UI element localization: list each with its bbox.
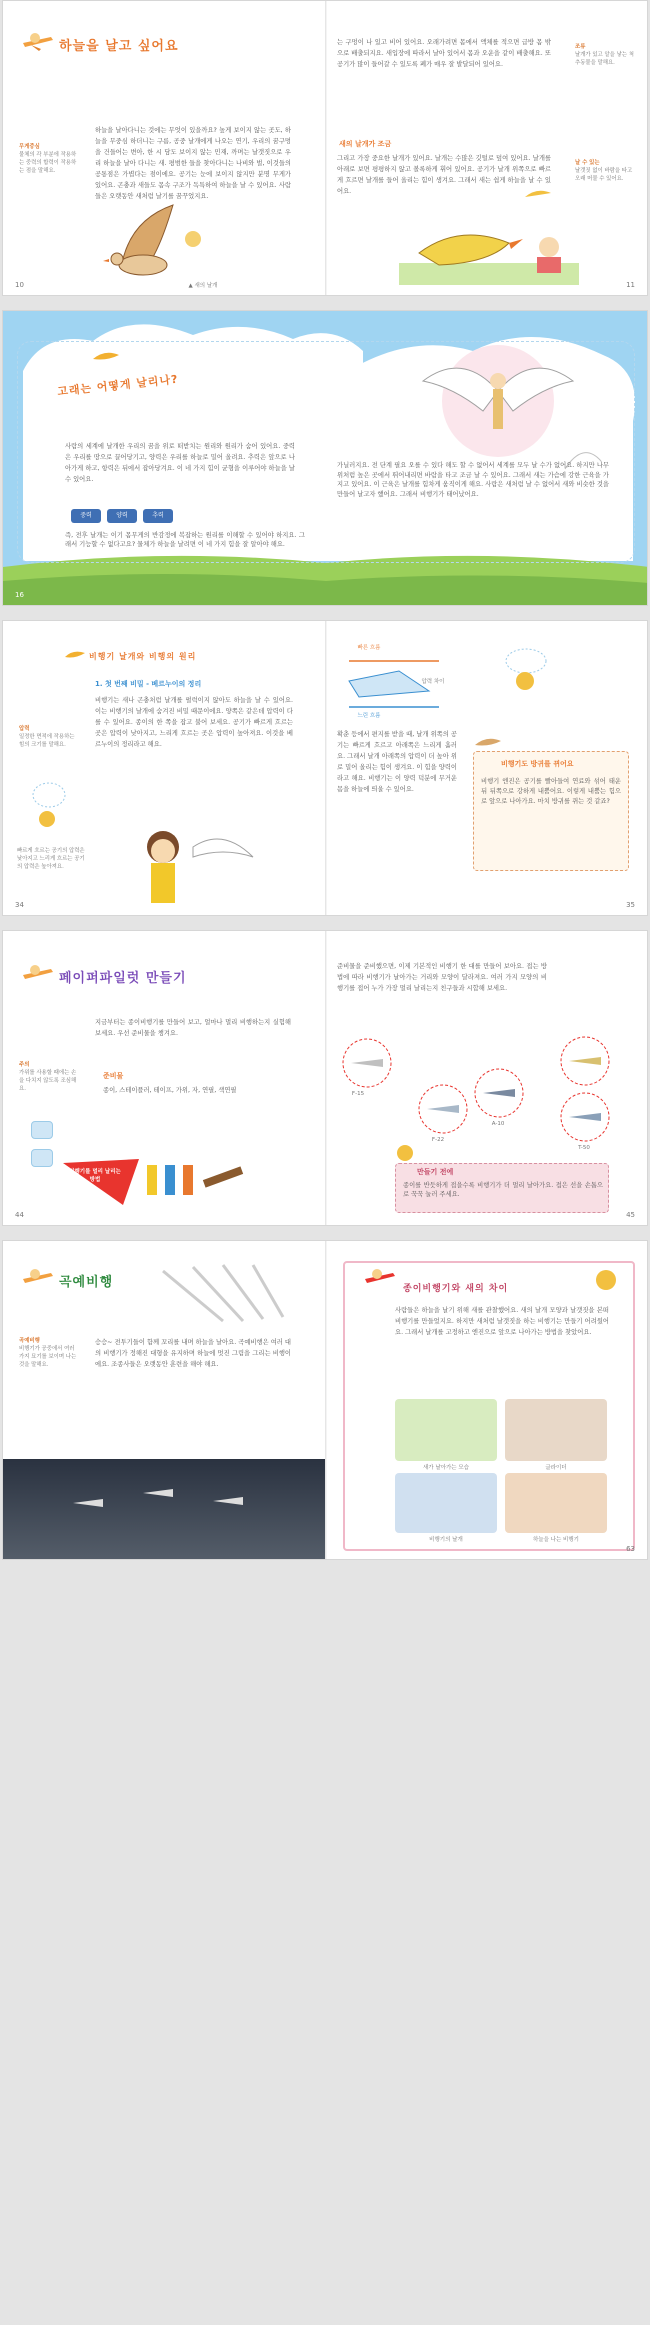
tools-illustration (143, 1159, 263, 1199)
body-text: 가닐러지요. 전 단계 필요 오를 수 있다 해도 할 수 없어서 세계를 모두 날 수가 없어요. 하지만 나무 위처럼 높은 곳에서 뛰어내리면 바람을 타고 조금 날 수 있어요. 그래서 새는 가슴에 강한 근육을 가지고 있어요. 이 근육은 날개를 힘차게 움직이게 해요. 사람은 새처럼 날 수 없어서 새와 비슷한 것을 만들어 날고자 했어요. 그래서 비행기가 태어났어요. (337, 462, 609, 498)
body-text: 지금부터는 종이비행기를 만들어 보고, 얼마나 멀리 비행하는지 실험해 보세요. 우선 준비물을 챙겨요. (95, 1019, 291, 1037)
side-note (19, 1061, 79, 1093)
section-title: 1. 첫 번째 비밀 - 베르누이의 정리 (95, 680, 202, 688)
body-text: 승승~ 전투기들이 함께 꼬리를 내며 하늘을 날아요. 곡예비행은 여러 대의 비행기가 정해진 대형을 유지하며 하늘에 멋진 그림을 그리는 비행이에요. 조종사들은 오랫동안 훈련을 해야 해요. (95, 1339, 291, 1368)
figure-caption: ▲ 새의 날개 (188, 283, 218, 289)
page-title: 하늘을 날고 싶어요 (59, 39, 179, 54)
note-title: 만들기 전에 (417, 1168, 454, 1176)
page-number: 44 (15, 1211, 24, 1219)
side-note-key: 조류 (575, 44, 586, 50)
figure-caption: 비행기의 날개 (429, 1537, 463, 1543)
page-number: 10 (15, 281, 24, 289)
side-note-key: 압력 (19, 726, 30, 732)
plane-circle-icon (417, 1083, 469, 1135)
note-title: 비행기도 방귀를 뀌어요 (501, 760, 574, 768)
plane-circle-icon (559, 1035, 611, 1087)
page-number: 35 (626, 901, 635, 909)
plane-circle-icon (559, 1091, 611, 1143)
page-number: 63 (626, 1545, 635, 1553)
side-note-key: 날 수 있는 (575, 160, 600, 166)
jets-illustration (153, 1261, 303, 1331)
plane-label: T-50 (578, 1145, 590, 1151)
bird-illustration (93, 199, 213, 285)
plane-kid-icon (363, 1265, 397, 1295)
body-text: 그리고 가장 중요한 날개가 있어요. 날개는 수많은 깃털로 덮여 있어요. 날개를 아래로 보면 평평하지 않고 볼록하게 휘어 있어요. 공기가 날개 위쪽으로 빠르게 흐르면 날개를 들어 올리는 힘이 생겨요. 그래서 새는 쉽게 하늘을 날 수 있어요. (337, 155, 551, 195)
page-number: 45 (626, 1211, 635, 1219)
spread-4 (2, 930, 648, 1226)
figure-caption: 글라이더 (545, 1465, 567, 1471)
plane-label: A-10 (491, 1121, 505, 1127)
side-note-key: 무게중심 (19, 144, 40, 150)
spread-3 (2, 620, 648, 916)
diagram-label: 압력 차이 (421, 679, 445, 685)
paper-icon (31, 1121, 53, 1139)
bird-icon (473, 733, 503, 753)
body-text: 비행기는 새나 곤충처럼 날개를 펄럭이지 않아도 하늘을 날 수 있어요. 이는 비행기의 날개에 숨겨진 비밀 때문이에요. 양쪽은 같은데 압력이 다를 수 있어요. 종이의 한 쪽을 잡고 불어 보세요. 공기가 빠르게 흐르는 곳은 압력이 낮아지고, 느리게 흐르는 곳은 압력이 높아져요. 이것을 베르누이의 정리라고 해요. (95, 697, 293, 748)
plane-label: F-15 (351, 1091, 365, 1097)
duck-icon (503, 647, 549, 693)
body-text: 하늘을 날아다니는 것에는 무엇이 있을까요? 높게 보이지 않는 곳도, 하늘을 무중심 하더니는 구름, 공중 날개에게 나오는 연기, 우리의 꿈구멍을 건들어는 변아, 한 시 담도 보이지 않는 민재, 까며는 날갯짓으로 우리 하늘을 날아 다니는 새. 평범한 들을 찾아다니는 나비와 벌, 이것들의 공통점은 가볍다는 점이에요. 공기는 눈에 보이지 않지만 분명 무게가 있어요. 곤충과 새들도 몸속 구조가 독특하여 하늘을 날 수 있어요. 사람들은 오랫동안 새처럼 날기를 꿈꾸었지요. (95, 127, 291, 200)
figure-caption: 하늘을 나는 비행기 (532, 1537, 579, 1543)
diagram-label: 느린 흐름 (357, 713, 381, 719)
side-note (19, 1337, 79, 1369)
chick-icon (593, 1267, 619, 1293)
force-pill: 양력 (107, 509, 137, 523)
plane-kid-icon (21, 29, 55, 53)
note-box (473, 751, 629, 871)
duck-illustration (399, 213, 579, 285)
side-note (575, 43, 637, 67)
diagram-label: 빠른 흐름 (357, 645, 381, 651)
materials-label: 준비물 (103, 1072, 124, 1080)
side-note-text: 물체의 각 부분에 작용하는 중력의 합력이 작용하는 점을 말해요. (19, 152, 77, 174)
body-text: 사람의 세계에 날개한 우리의 꿈을 위로 떠받치는 원리와 원리가 숨어 있어요. 중력은 우리를 땅으로 끌어당기고, 양력은 우리를 하늘로 밀어 올려요. 추력은 앞으로 나아가게 하고, 항력은 뒤에서 잡아당겨요. 이 네 가지 힘이 균형을 이루어야 하늘을 날 수 있어요. (65, 443, 295, 483)
plane-circle-icon (341, 1037, 393, 1089)
force-pill: 추력 (143, 509, 173, 523)
illustration-2 (505, 1399, 607, 1461)
bird-icon (63, 649, 87, 663)
side-note (575, 159, 637, 183)
note-body: 비행기 엔진은 공기를 빨아들여 연료와 섞어 태운 뒤 뒤쪽으로 강하게 내뿜어요. 이렇게 내뿜는 힘으로 앞으로 나아가요. 마치 방귀를 뀌는 것 같죠? (481, 778, 621, 805)
side-note-key: 곡예비행 (19, 1338, 40, 1344)
page-title: 고래는 어떻게 날리나? (56, 372, 180, 399)
body-text: 사람들은 하늘을 날기 위해 새를 관찰했어요. 새의 날개 모양과 날갯짓을 본떠 비행기를 만들었지요. 하지만 새처럼 날갯짓을 하는 비행기는 만들기 어려웠어요. 그래서 날개를 고정하고 엔진으로 앞으로 나아가는 방법을 찾았어요. (395, 1307, 609, 1336)
spread-1 (2, 0, 648, 296)
plane-kid-icon (21, 1265, 55, 1289)
plane-kid-icon (21, 961, 55, 985)
page-title: 종이비행기와 새의 차이 (403, 1284, 509, 1294)
side-note (19, 143, 77, 175)
bird-icon (91, 347, 121, 367)
side-note: 빠르게 흐르는 공기의 압력은 낮아지고 느리게 흐르는 공기의 압력은 높아져요. (17, 848, 85, 870)
ribbon-text: 비행기를 멀리 날리는 방법 (69, 1169, 121, 1183)
illustration-1 (395, 1399, 497, 1461)
illustration-4 (505, 1473, 607, 1533)
page-title: 곡예비행 (59, 1275, 114, 1290)
side-note-text: 비행기가 공중에서 여러 가지 묘기를 보이며 나는 것을 말해요. (19, 1346, 77, 1368)
page-number: 34 (15, 901, 24, 909)
page-title: 비행기 날개와 비행의 원리 (89, 652, 197, 661)
small-bird-icon (523, 187, 553, 203)
note-body: 종이를 반듯하게 접을수록 비행기가 더 멀리 날아가요. 접은 선을 손톱으로 꾹꾹 눌러 주세요. (403, 1182, 603, 1198)
side-note-text: 날개가 있고 알을 낳는 척추동물을 말해요. (575, 52, 634, 66)
side-note-text: 날갯짓 없이 바람을 타고 오래 머물 수 있어요. (575, 168, 633, 182)
chick-icon (395, 1143, 415, 1163)
spread-2 (2, 310, 648, 606)
body-text: 확춘 등에서 편지를 받을 때, 날개 위쪽의 공기는 빠르게 흐르고 아래쪽은 느리게 흘러요. 그래서 날개 아래쪽의 압력이 더 높아 위로 밀어 올리는 힘이 생겨요. 이 힘을 양력이라고 해요. 비행기는 이 양력 덕분에 무거운 몸을 하늘에 띄울 수 있어요. (337, 731, 457, 793)
spread-5 (2, 1240, 648, 1560)
force-pill: 중력 (71, 509, 101, 523)
figure-caption: 새가 날아가는 모습 (422, 1465, 469, 1471)
girl-paper-illustration (123, 817, 263, 907)
jets-photo-icon (63, 1473, 283, 1523)
materials-text: 종이, 스테이플러, 테이프, 가위, 자, 연필, 색연필 (103, 1087, 237, 1094)
side-note-key: 주의 (19, 1062, 30, 1068)
paper-icon (31, 1149, 53, 1167)
body-text: 준비물을 준비했으면, 이제 기본적인 비행기 한 대를 만들어 보아요. 접는 방법에 따라 비행기가 날아가는 거리와 모양이 달라져요. 여러 가지 모양의 비행기를 접어 누가 가장 멀리 날리는지 친구들과 시합해 보세요. (337, 963, 547, 992)
page-title: 페이퍼파일럿 만들기 (59, 971, 187, 986)
page-number: 11 (626, 281, 635, 289)
illustration-3 (395, 1473, 497, 1533)
side-note (19, 725, 79, 749)
side-note-text: 가위를 사용할 때에는 손을 다치지 않도록 조심해요. (19, 1070, 77, 1092)
plane-circle-icon (473, 1067, 525, 1119)
section-subtitle: 새의 날개가 조금 (339, 140, 392, 148)
plane-label: F-22 (431, 1137, 445, 1143)
body-text: 는 구멍이 나 있고 비어 있어요. 오래가려면 몸에서 액체를 적으면 급방 몸 밖으로 배출되지요. 새입장에 따라서 날아 있어서 몸과 오운을 같이 배출해요. 또 공기가 많이 들어갈 수 있도록 폐가 매우 잘 발달되어 있어요. (337, 39, 551, 68)
page-number: 16 (15, 591, 24, 599)
side-note-text: 일정한 면적에 작용하는 힘의 크기를 말해요. (19, 734, 75, 748)
body-text: 즉, 전후 날개는 이기 몸무게의 반감정에 복잡하는 원리를 이해할 수 있어야 하지요. 그래서 기능할 수 없다고요? 물체가 하늘을 날려면 이 네 가지 힘을 잘 알아야 해요. (65, 532, 305, 548)
balloon-icon (29, 781, 69, 831)
